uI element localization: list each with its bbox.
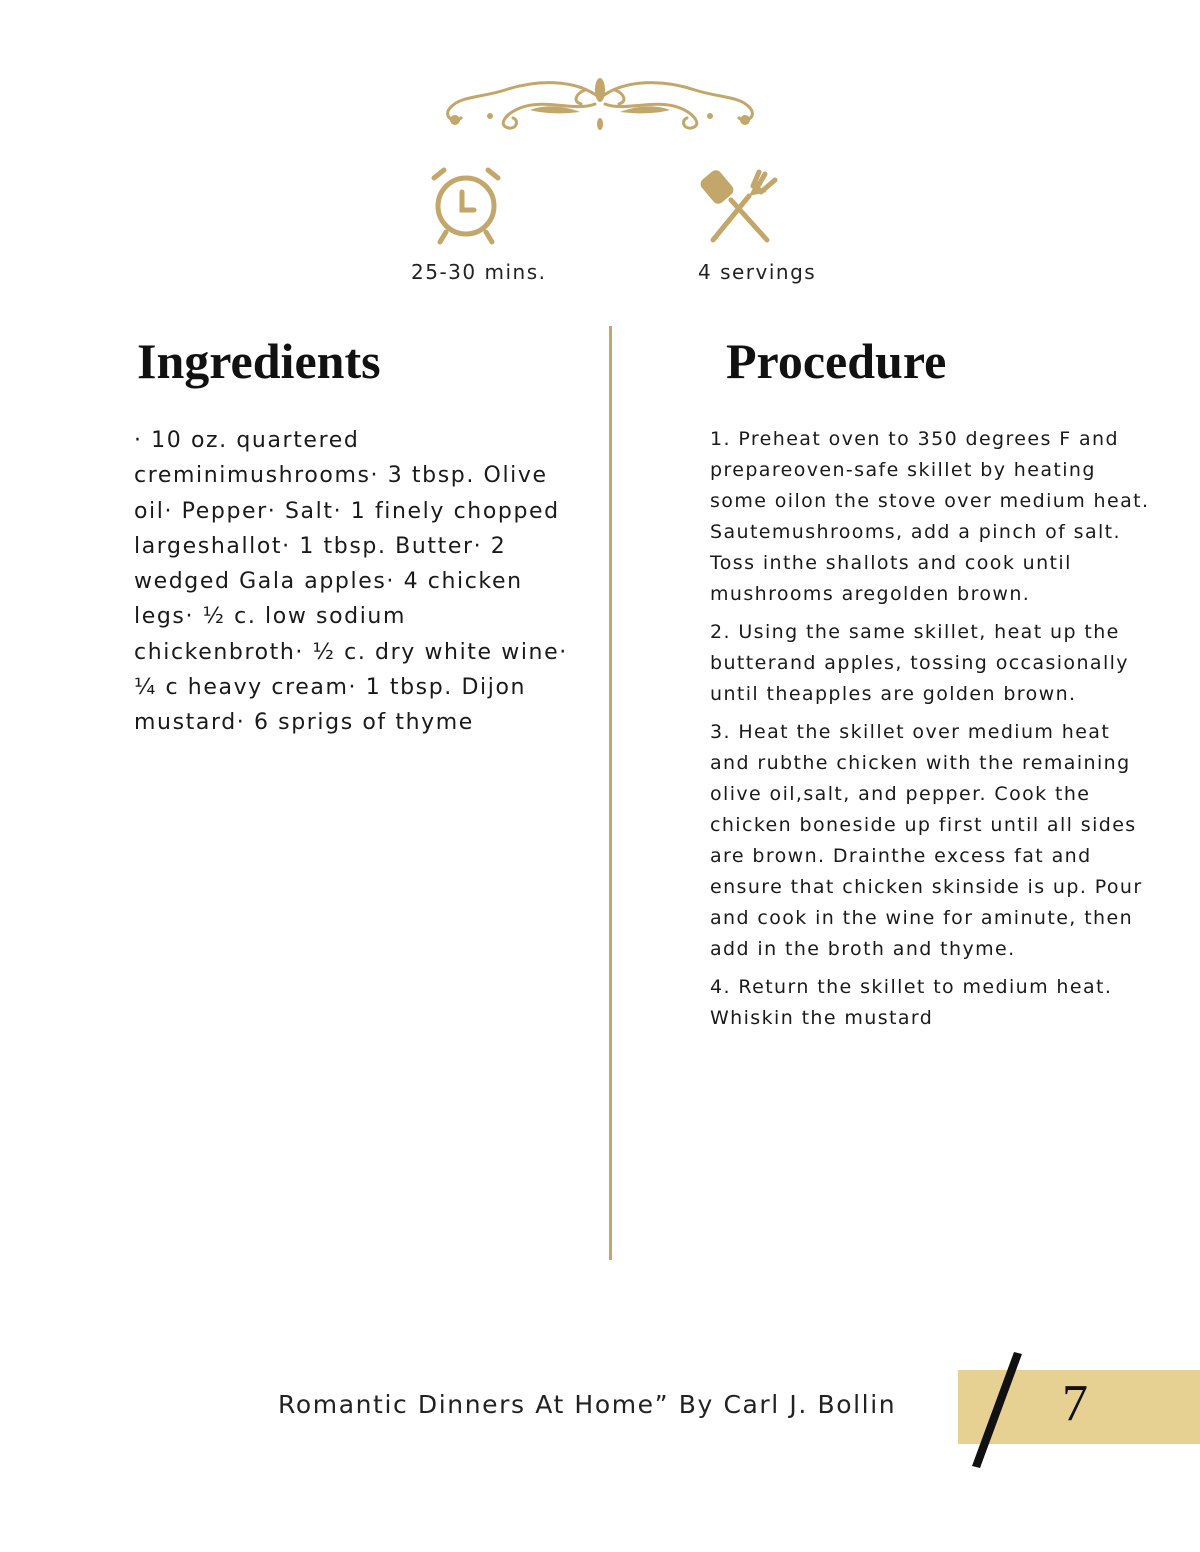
ingredients-list: · 10 oz. quartered creminimushrooms· 3 tbsp. Olive oil· Pepper· Salt· 1 finely chopped largeshallot· 1 tbsp. Butter· 2 wedged Gala apples· 4 chicken legs· ½ c. low sodium chickenbroth· ½ c. dry white wine· ¼ c heavy cream· 1 tbsp. Dijon mustard· 6 sprigs of thyme — [134, 428, 568, 736]
ingredients-heading: Ingredients — [137, 333, 381, 389]
procedure-step: 3. Heat the skillet over medium heat and rubthe chicken with the remaining olive oil,salt, and pepper. Cook the chicken boneside up first until all sides are brown. Drainthe excess fat and ensure that chicken skinside is up. Pour and cook in the wine for aminute, then add in the broth and thyme. — [710, 721, 1143, 960]
prep-time: 25-30 mins. — [411, 260, 547, 284]
column-divider — [609, 326, 612, 1260]
servings: 4 servings — [698, 260, 817, 284]
procedure-step: 4. Return the skillet to medium heat. Whiskin the mustard — [710, 976, 1113, 1029]
procedure-steps — [710, 424, 1155, 1041]
spatula-fork-icon — [695, 166, 785, 246]
procedure-heading: Procedure — [726, 333, 947, 389]
book-title: Romantic Dinners At Home” By Carl J. Bollin — [278, 1390, 897, 1419]
slash-divider-icon — [962, 1348, 1032, 1472]
procedure-step: 1. Preheat oven to 350 degrees F and prepareoven-safe skillet by heating some oilon the stove over medium heat. Sautemushrooms, add a pinch of salt. Toss inthe shallots and cook until mushrooms aregolden brown. — [710, 428, 1150, 605]
alarm-clock-icon — [428, 166, 504, 246]
flourish-ornament-icon — [435, 68, 765, 138]
procedure-step: 2. Using the same skillet, heat up the butterand apples, tossing occasionally until theapples are golden brown. — [710, 621, 1129, 705]
page-number: 7 — [1062, 1375, 1088, 1432]
